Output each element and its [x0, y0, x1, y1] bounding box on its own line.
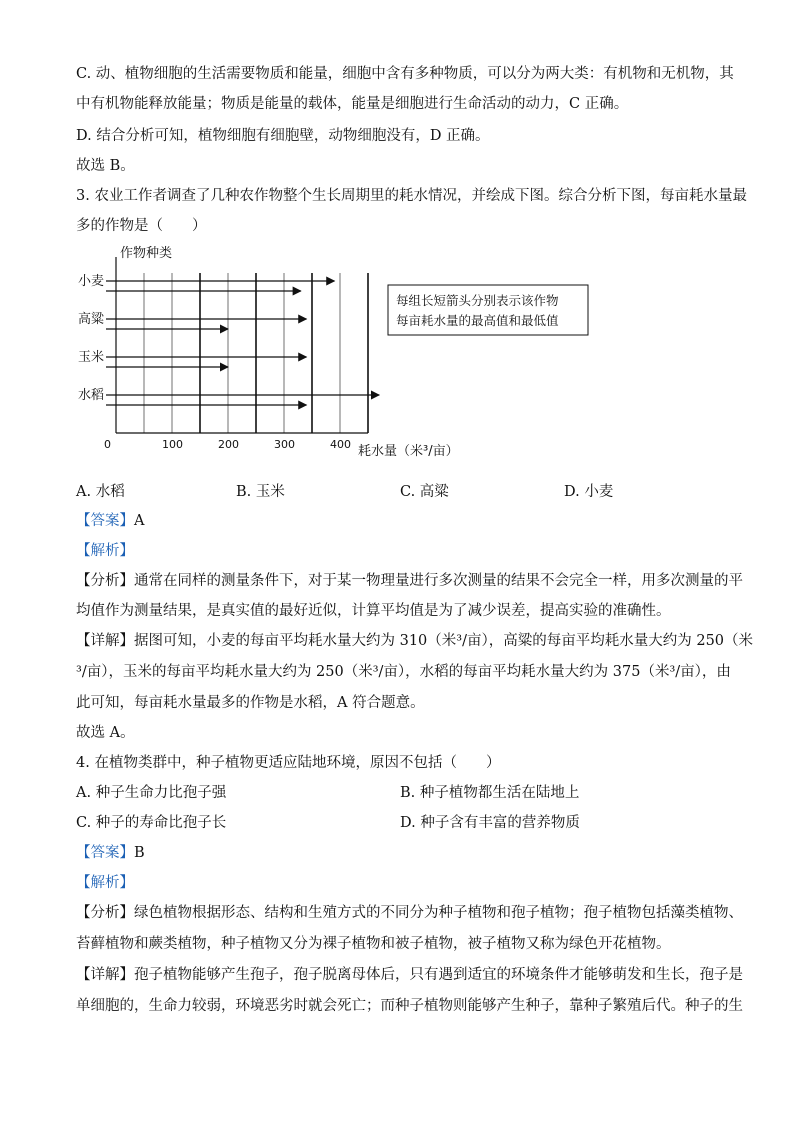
- fenxi-text: 通常在同样的测量条件下，对于某一物理量进行多次测量的结果不会完全一样，用多次测量的平: [134, 573, 743, 589]
- text-line: D. 结合分析可知，植物细胞有细胞壁，动物细胞没有，D 正确。: [76, 128, 490, 144]
- detail-text: 据图可知，小麦的每亩平均耗水量大约为 310（米³/亩），高粱的每亩平均耗水量大约为 250（米: [134, 633, 754, 649]
- detail-tag: 【详解】: [76, 633, 134, 649]
- text-line: 故选 A。: [76, 725, 135, 741]
- detail-line: [76, 631, 753, 651]
- text-line: 苔藓植物和蕨类植物，种子植物又分为裸子植物和被子植物，被子植物又称为绿色开花植物。: [76, 936, 671, 952]
- fenxi-text: 绿色植物根据形态、结构和生殖方式的不同分为种子植物和孢子植物；孢子植物包括藻类植物、: [134, 905, 743, 921]
- option-b: B. 种子植物都生活在陆地上: [400, 785, 580, 801]
- text-line: 故选 B。: [76, 158, 135, 174]
- analysis-line: [76, 541, 134, 561]
- fenxi-line: [76, 571, 743, 591]
- answer-line: [76, 843, 145, 863]
- category-label: 小麦: [78, 274, 105, 289]
- category-label: 水稻: [78, 388, 105, 403]
- text-line: 单细胞的，生命力较弱，环境恶劣时就会死亡；而种子植物则能够产生种子，靠种子繁殖后代。种子的生: [76, 998, 743, 1014]
- text-line: 此可知，每亩耗水量最多的作物是水稻，A 符合题意。: [76, 695, 425, 711]
- detail-tag: 【详解】: [76, 967, 134, 983]
- text-line: 中有机物能释放能量；物质是能量的载体，能量是细胞进行生命活动的动力，C 正确。: [76, 96, 629, 112]
- legend-note-text: 每亩耗水量的最高值和最低值: [396, 313, 559, 328]
- analysis-line: [76, 873, 134, 893]
- fenxi-tag: 【分析】: [76, 905, 134, 921]
- x-tick-label: 400: [330, 438, 351, 451]
- option-c: C. 高粱: [400, 484, 449, 500]
- analysis-tag: 【解析】: [76, 875, 134, 891]
- x-tick-label: 0: [104, 438, 111, 451]
- detail-text: 孢子植物能够产生孢子，孢子脱离母体后，只有遇到适宜的环境条件才能够萌发和生长，孢子是: [134, 967, 743, 983]
- y-axis-label: 作物种类: [120, 246, 173, 261]
- option-d: D. 小麦: [564, 484, 614, 500]
- x-tick-label: 100: [162, 438, 183, 451]
- x-tick-label: 200: [218, 438, 239, 451]
- x-axis-label: 耗水量（米³/亩）: [358, 444, 459, 459]
- option-a: A. 水稻: [76, 484, 125, 500]
- detail-line: [76, 965, 743, 985]
- water-consumption-chart: [76, 243, 559, 461]
- answer-value: A: [134, 513, 145, 529]
- legend-note-text: 每组长短箭头分别表示该作物: [396, 293, 559, 308]
- question-3-stem: 3. 农业工作者调查了几种农作物整个生长周期里的耗水情况，并绘成下图。综合分析下图，每亩耗水量最: [76, 188, 747, 204]
- category-label: 玉米: [78, 350, 105, 365]
- fenxi-tag: 【分析】: [76, 573, 134, 589]
- text-line: 均值作为测量结果，是真实值的最好近似，计算平均值是为了减少误差，提高实验的准确性。: [76, 603, 671, 619]
- x-tick-label: 300: [274, 438, 295, 451]
- question-4-stem: 4. 在植物类群中，种子植物更适应陆地环境，原因不包括（ ）: [76, 755, 501, 771]
- answer-tag: 【答案】: [76, 513, 134, 529]
- option-c: C. 种子的寿命比孢子长: [76, 815, 227, 831]
- answer-tag: 【答案】: [76, 845, 134, 861]
- text-line: C. 动、植物细胞的生活需要物质和能量，细胞中含有多种物质，可以分为两大类：有机物和无机物，其: [76, 66, 734, 82]
- chart-svg: [76, 243, 559, 461]
- answer-line: [76, 511, 144, 531]
- answer-value: B: [134, 845, 145, 861]
- category-label: 高粱: [78, 312, 105, 327]
- text-line: ³/亩），玉米的每亩平均耗水量大约为 250（米³/亩），水稻的每亩平均耗水量大约为 375（米³/亩），由: [76, 664, 731, 680]
- question-3-stem: 多的作物是（ ）: [76, 218, 207, 234]
- fenxi-line: [76, 903, 743, 923]
- option-b: B. 玉米: [236, 484, 285, 500]
- option-a: A. 种子生命力比孢子强: [76, 785, 227, 801]
- option-d: D. 种子含有丰富的营养物质: [400, 815, 580, 831]
- analysis-tag: 【解析】: [76, 543, 134, 559]
